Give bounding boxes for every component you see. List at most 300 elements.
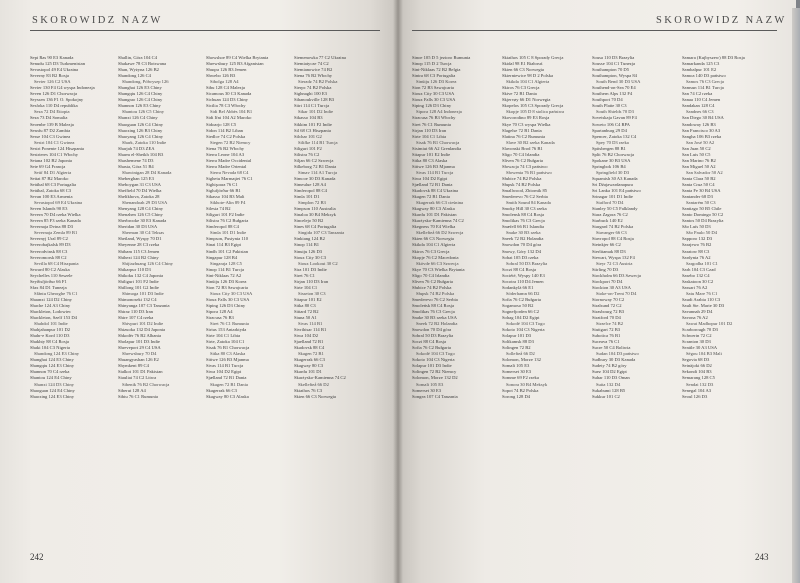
index-entry: Sinop 114 B1	[294, 242, 320, 248]
index-entry: Seychelles 110 Seszele	[30, 272, 73, 278]
index-entry: Sri Dźajawardanapura	[592, 181, 633, 187]
index-entry: Smith Sound 84 Kanada	[506, 200, 551, 206]
index-entry: Sitka 80 C3 Alaska	[210, 351, 246, 357]
index-entry: Spartanburg 29 D4	[592, 127, 627, 133]
index-entry: Sierra Madre Oriental	[206, 163, 247, 169]
index-entry: Słowacja 74 C3 państwo	[502, 163, 548, 169]
index-entry: Shaanxi 124 D2 Chiny	[30, 296, 72, 302]
index-entry: Siena 76 B2 Włochy	[294, 73, 333, 79]
index-entry: Sudety 74 B2 góry	[592, 363, 627, 369]
index-entry: Sicilia 78 C3 Włochy	[206, 103, 246, 109]
index-entry: Silistra 76 C2 Bułgaria	[206, 218, 249, 224]
index-entry: Sevier 130 F4 G4 wyspa Indonezja	[30, 85, 95, 91]
index-entry: Severn 70 D4 rzeka Wielka	[30, 212, 81, 218]
index-entry: Somerset 30 E3	[412, 387, 442, 393]
index-entry: Skovorodino 89 E3 Rosja	[502, 115, 550, 121]
index-entry: Sarh 104 C3 Czad	[682, 266, 716, 272]
index-entry: Shiraz 110 D3 Iran	[118, 308, 153, 314]
index-entry: Skagerrak 66 C3	[294, 357, 325, 363]
index-entry: Sherman 30 C4 Teksas	[122, 230, 165, 236]
index-entry: Shanxi 124 D3 Chiny	[34, 381, 74, 387]
index-entry: Samarkanda 125 C3	[682, 61, 720, 67]
page-edge	[792, 8, 800, 583]
index-entry: Słubice 74 B2 Polska	[502, 175, 542, 181]
index-entry: Sisimiut 66 A2 Grenlandia	[412, 145, 462, 151]
index-entry: Shaoguan 126 C4 Chiny	[118, 121, 164, 127]
index-entry: Skövde 66 C3 Szwecja	[416, 260, 459, 266]
index-entry: Samara (Kujbyszew) 88 D3 Rosja	[682, 55, 745, 60]
index-entry: Shawinigan 28 D4 Kanada	[122, 169, 172, 175]
index-entry: Southampton, Wyspa 84	[592, 73, 637, 79]
index-entry: Soczi 88 C4 Rosja	[412, 339, 447, 345]
index-entry: Siracusa 76 B3 Włochy	[412, 115, 456, 121]
index-entry: Słupsk 74 B2 Polska	[416, 290, 455, 296]
index-entry: Solapur 101 D3	[502, 333, 532, 339]
left-page-number: 242	[30, 552, 44, 562]
index-entry: Sibu 128 C4 Malezja	[206, 85, 245, 91]
index-entry: Senegal 104 A3	[682, 387, 712, 393]
index-entry: Savona 76 A2	[682, 315, 708, 321]
index-entry: Skagen 72 B1	[298, 351, 324, 357]
index-entry: Skive 72 B1 Dania	[502, 91, 537, 97]
index-entry: Sivas 114 B1 Turcja	[206, 363, 244, 369]
index-entry: Shaoguan 124 E4 Chiny	[30, 387, 75, 393]
index-entry: Sikkim 101 F2 Indie	[294, 121, 332, 127]
index-entry: Shenzhen 126 C5 Chiny	[118, 212, 163, 218]
index-entry: Siret 76 C1	[294, 272, 315, 278]
index-entry: San Francisco 30 A3	[682, 127, 721, 133]
index-entry: South Shields 70 D3	[596, 109, 634, 115]
index-entry: Sete 69 G4 Francja	[30, 163, 66, 169]
index-entry: Snowdon 70 D4 góra	[502, 242, 542, 248]
index-entry: Solapur 101 D3 Indie	[412, 363, 452, 369]
index-entry: Sincelejo 50 B2	[294, 218, 324, 224]
index-entry: Siemiatycze 74 C2	[294, 61, 329, 67]
right-page-number: 243	[755, 552, 769, 562]
index-entry: Sighetu Marmaţiei 76 C1	[206, 175, 253, 181]
index-entry: Spencer, Zatoka 132 C4	[592, 133, 637, 139]
index-entry: Shuqra 126 B3 Jemen	[206, 67, 247, 73]
index-entry: Slagelse 72 B1 Dania	[502, 127, 542, 133]
index-entry: Santa Clara 50 B2	[682, 175, 716, 181]
index-entry: Sioux Lookout 30 C2	[298, 260, 338, 266]
index-entry: Sevastopol 69 E4 Ukraina	[34, 200, 83, 206]
index-entry: Skardu 101 D1	[294, 369, 322, 375]
index-entry: Samsun 114 B1 Turcja	[682, 85, 724, 91]
index-entry: Société, Wyspy 140 E3	[502, 272, 545, 278]
index-entry: Seyðisfjörður 66 F1	[30, 278, 67, 284]
index-entry: Scranton 30 D3	[682, 339, 711, 345]
index-entry: Shark, Zatoka 110 Indie	[122, 139, 167, 145]
index-entry: Sitapur 101 E2 Indie	[412, 151, 451, 157]
index-entry: Sinop 115 D 2 Turcja	[412, 61, 452, 67]
index-entry: Slatina 76 C2 Rumunia	[502, 133, 546, 139]
index-entry: Sargodha 101 C1	[686, 260, 718, 266]
index-entry: Santa Fe 30 B4 USA	[682, 188, 721, 194]
index-entry: San Marino 76 B2	[682, 157, 716, 163]
index-entry: Sil 68 C3 Hiszpania	[294, 127, 331, 133]
index-entry: Southend-on-Sea 70 E4	[592, 85, 636, 91]
index-entry: Sevan 100 E3 Armenia	[30, 194, 73, 200]
index-entry: Sichuan 124 D3 Chiny	[206, 97, 248, 103]
index-entry: Shanghai 126 E3 Chiny	[118, 85, 162, 91]
right-page	[398, 0, 796, 583]
index-entry: Siret 76 C1 Rumunia	[412, 121, 451, 127]
index-entry: Singapur 128 B4	[206, 254, 238, 260]
index-entry: Samoa 140 D3 państwo	[682, 73, 726, 79]
index-entry: Shakhty 88 C4 Rosja	[30, 339, 69, 345]
index-entry: Stralsund 72 C2	[592, 302, 622, 308]
index-entry: Siliguri 101 F2 Indie	[206, 212, 245, 218]
index-entry: Sheffield 70 D4 Wielka	[118, 188, 162, 194]
index-entry: Slave 30 B2 rzeka Kanada	[506, 139, 555, 145]
index-entry: Sihanoukville 128 B3	[294, 97, 335, 103]
index-entry: Singaraja 128 C5	[210, 260, 242, 266]
index-entry: Sines 68 C4 Portugalia	[294, 224, 337, 230]
index-entry: Setif 84 D1 Algieria	[34, 169, 72, 175]
index-entry: Sidon 114 B2 Liban	[206, 127, 243, 133]
index-entry: South Platte 30 C3	[592, 103, 627, 109]
index-entry: Shangqiu 124 E3 Chiny	[30, 363, 75, 369]
index-entry: Skiathos 105 C 8 Sporady Grecja	[502, 55, 564, 60]
index-entry: Stara Zagora 76 C2	[592, 212, 628, 218]
index-entry: Sharjah 74 D3 ZEA	[118, 145, 155, 151]
index-entry: Shelikhova, Zatoka 28	[118, 194, 160, 200]
index-entry: Sinaloa 30 B4 Meksyk	[294, 212, 336, 218]
index-entry: Sipora 128 A4 Indonezja	[416, 109, 462, 115]
index-entry: Sestrieres 104 C1 Włochy	[30, 151, 79, 157]
index-entry: Seattle 30 A3 USA	[682, 345, 718, 351]
index-entry: Sivas 114 B1 Turcja	[416, 169, 454, 175]
index-entry: Shivpuri 101 D2 Indie	[122, 321, 164, 327]
index-entry: Sirius 153 Antarktyda	[206, 327, 247, 333]
index-entry: Stavanger 66 C3	[596, 230, 627, 236]
index-entry: Skidal 98 E1 Białoruś	[502, 61, 543, 67]
index-entry: Sawai Madhopur 101 D2	[686, 321, 733, 327]
index-entry: Sitapur 101 E2	[294, 296, 322, 302]
index-entry: Sinop 114 B1 Turcja	[206, 266, 244, 272]
index-entry: Setúbal 68 C3 Portugalia	[30, 181, 77, 187]
index-entry: Somerset 30 E3	[502, 369, 532, 375]
index-entry: Severn 85 F3 rzeka Kanada	[30, 218, 81, 224]
index-entry: Siberut 128 A4	[118, 387, 146, 393]
index-entry: Sheyenne 28 C3 rzeka	[118, 242, 160, 248]
index-entry: Songea 107 C4 Tanzania	[412, 393, 458, 399]
index-entry: Sjælland 72 B1 Dania	[206, 375, 247, 381]
index-entry: Seyssen 136 F1 O. Spokojny	[30, 97, 84, 103]
index-entry: Skegness 70 E4 Wielka	[412, 224, 456, 230]
index-entry: Seven 126 D1 Chorwacja	[30, 91, 78, 97]
index-entry: Shymkent 89 C4	[118, 363, 149, 369]
index-entry: Severny 83 B2 Rosja	[30, 73, 69, 79]
index-entry: Sirte, Zatoka 104 C1	[206, 339, 245, 345]
index-entry: Smolikas 76 C3 Grecja	[502, 218, 545, 224]
index-entry: Skagen 72 B1 Dania	[412, 194, 450, 200]
index-entry: Sheboygan 31 C3 USA	[118, 181, 162, 187]
index-entry: Snowy, Góry 132 D4	[502, 248, 542, 254]
index-entry: San José 50 A2	[686, 139, 715, 145]
index-entry: Smoleńsk 88 C4 Rosja	[412, 302, 454, 308]
index-entry: Sinoe 105 D 5 jezioro Rumunia	[412, 55, 471, 60]
index-entry: Sitka 80 C3	[294, 302, 316, 308]
index-entry: Shangrao 126 C4 Chiny	[118, 97, 163, 103]
index-entry: Skagerrak 66 C3 cieśnina	[416, 200, 464, 206]
index-entry: Siping 126 D3 Chiny	[412, 103, 452, 109]
index-entry: Savannah 29 D4	[682, 308, 713, 314]
index-entry: Snæfell 66 B1 Islandia	[502, 224, 544, 230]
index-entry: Shibam 115 C3 Jemen	[118, 248, 160, 254]
right-index-column-4	[682, 55, 760, 400]
index-entry: Sokodé 104 C3 Togo	[416, 351, 455, 357]
index-entry: Sjælland 72 B1 Dania	[412, 181, 453, 187]
index-entry: Segovia 68 D3	[682, 357, 710, 363]
index-entry: Santos 50 D4 Brazylia	[682, 218, 724, 224]
index-entry: Skikda 104 C1 Algieria	[506, 79, 550, 85]
index-entry: Shannon 126 E3 Chiny	[118, 103, 161, 109]
index-entry: Shire 107 C4 rzeka	[118, 315, 154, 321]
index-entry: Skiros 76 C3 Grecja	[412, 248, 450, 254]
index-entry: Sierra Leone 104 A3	[206, 151, 245, 157]
index-entry: Sollefteå 66 D2	[506, 351, 535, 357]
index-entry: Sestri Ponente 124 Hiszpania	[30, 145, 84, 151]
index-entry: Siemianowice 74 B2	[294, 67, 333, 73]
index-entry: Skarżysko-Kamienna 74 C2	[294, 375, 346, 381]
index-entry: Sekondi 104 B3	[682, 369, 712, 375]
index-entry: Stewart, Wyspa 132 F4	[592, 254, 635, 260]
index-entry: Saskatoon 30 C2	[682, 278, 714, 284]
index-entry: Skagerrak 66 C3	[206, 387, 237, 393]
index-entry: Sirte 104 C1 Libia	[412, 133, 447, 139]
index-entry: Siegen 72 B2 Niemcy	[210, 139, 251, 145]
index-entry: Shahdol 101 Indie	[34, 321, 68, 327]
index-entry: Siwa 104 D2	[294, 333, 318, 339]
index-entry: Showshoe 89 C4 Wielka Brytania	[206, 55, 269, 60]
index-entry: Stockton 30 A3 USA	[592, 284, 631, 290]
index-entry: Sheberghan 125 E3	[118, 175, 154, 181]
index-entry: Sokoto 104 C3 Nigeria	[412, 357, 455, 363]
index-entry: Sighişoara 76 C1	[206, 181, 238, 187]
index-entry: Siena 76 B2 Włochy	[206, 145, 245, 151]
index-entry: Sandoway 126 B3	[682, 121, 716, 127]
index-entry: Sligo 70 C4 Irlandia	[502, 151, 540, 157]
index-entry: Singida 107 C3 Tanzania	[298, 230, 345, 236]
index-entry: Sandakan 128 C4	[682, 103, 715, 109]
index-entry: Słowenia 76 B1 państwo	[506, 169, 552, 175]
index-entry: Siret 76 C1 Rumunia	[210, 321, 249, 327]
index-entry: Shimonoseki 132 C4	[118, 296, 157, 302]
index-entry: Sirjan 110 D3 Iran	[412, 127, 447, 133]
index-entry: Stafford 70 D4	[596, 200, 624, 206]
index-entry: Simferopol 88 C4	[206, 224, 239, 230]
left-page	[0, 0, 398, 583]
index-entry: Sierra Madre Occidental	[206, 157, 252, 163]
index-entry: Sudbury 30 D3 Kanada	[592, 357, 636, 363]
index-entry: Sint-Niklaas 72 A2	[206, 272, 242, 278]
index-entry: Skjervøy 66 D1 Norwegia	[502, 97, 551, 103]
index-entry: Shandong, Półwysep 126	[122, 79, 169, 85]
index-entry: Skopelos 105 C3 Sporady Grecja	[502, 103, 564, 109]
index-entry: Sault Ste. Marie 30 D3	[682, 302, 725, 308]
index-entry: Simcoe 30 D3 Kanada	[294, 175, 336, 181]
index-entry: Sisseton 30 C3	[298, 290, 326, 296]
index-entry: Stirling 70 D3	[592, 266, 619, 272]
index-entry: Simla 101 D1 Indie	[210, 230, 247, 236]
index-entry: Sofia 76 C2 Bułgaria	[412, 345, 451, 351]
index-entry: Sidi Bel Abbès 104 B1	[210, 109, 253, 115]
index-entry: San Juan 50 C2	[682, 145, 711, 151]
index-entry: Sherbrooke 30 E3 Kanada	[118, 218, 167, 224]
index-entry: Shaoxing 126 B3 Chiny	[118, 127, 163, 133]
index-entry: Shkodër 76 B2 Albania	[118, 333, 161, 339]
index-entry: Sliven 76 C2 Bułgaria	[502, 157, 543, 163]
right-index-column-1	[412, 55, 490, 400]
index-entry: Skadovsk 88 C4	[294, 345, 325, 351]
index-entry: Skellefteå 66 D2	[298, 381, 329, 387]
index-entry: Skagway 80 C3 Alaska	[206, 393, 249, 399]
left-index-column-2	[118, 55, 196, 400]
index-entry: Sfax 84 D1 Tunezja	[30, 284, 67, 290]
index-entry: San Luis 50 C5	[682, 151, 711, 157]
index-entry: Shan, Wyżyna 126 B2	[118, 67, 159, 73]
index-entry: Sesse 104 C3 Gwinea	[30, 133, 71, 139]
index-entry: Smederevo 76 C2 Serbia	[412, 296, 458, 302]
index-entry: Sikhote-Alin 89 F4	[210, 200, 246, 206]
index-entry: Stanley 50 C5 Falklandy	[592, 206, 638, 212]
index-entry: Siedlce 74 C2 Polska	[206, 133, 246, 139]
index-entry: Shrewsbury 125 B3 Afganistan	[206, 61, 264, 67]
index-entry: Shikoku 132 C4 Japonia	[118, 272, 164, 278]
index-entry: Shasta, Góra 51 B4	[118, 163, 154, 169]
index-entry: Shenandoah 29 D3 USA	[122, 200, 168, 206]
index-entry: Sukabumi 128 B5	[592, 387, 626, 393]
index-entry: Skiathos 76 C3	[294, 387, 323, 393]
index-entry: Sittwe 126 B3 Mjanma	[412, 163, 455, 169]
index-entry: Sognefjorden 66 C2	[502, 308, 540, 314]
index-entry: Seoul 126 D3	[682, 393, 708, 399]
index-entry: Sirte 104 C1 Libia	[206, 333, 241, 339]
index-entry: Starbuck 140 E2	[592, 218, 623, 224]
index-entry: Simla 101 D1	[294, 194, 320, 200]
index-entry: Sint-Niklaas 72 B2 Belgia	[412, 67, 461, 73]
index-entry: Semarang 128 C5	[682, 375, 715, 381]
index-entry: Sipora 128 A4	[206, 308, 233, 314]
index-entry: Split 76 B2 Chorwacja	[592, 151, 634, 157]
index-entry: Siliguri 101 F2	[294, 145, 322, 151]
index-entry: Simpson 110 Australia	[294, 206, 336, 212]
index-entry: Siwa 104 D2 Egipt	[206, 369, 242, 375]
index-entry: Sardynia 76 A2	[682, 254, 711, 260]
index-entry: Ségou 104 B3 Mali	[686, 351, 722, 357]
index-entry: Sion 72 B3 Szwajcaria	[412, 85, 454, 91]
index-entry: Suhar 110 D3 Oman	[592, 375, 630, 381]
index-entry: Severodvinsk 88 C3	[30, 248, 68, 254]
index-entry: Seoenbe 139 B Malezja	[30, 121, 74, 127]
index-entry: Spokane 30 B3 USA	[592, 157, 631, 163]
index-entry: Smoky Hill 30 C3 rzeka	[502, 206, 547, 212]
index-entry: Sioux City 30 C3 USA	[412, 91, 455, 97]
index-entry: Sendai 132 D3	[686, 381, 714, 387]
index-entry: Sivas 114 B1	[298, 321, 323, 327]
index-entry: Stuttgart 72 B3	[592, 327, 621, 333]
index-entry: Sokoto 104 C3 Nigeria	[502, 327, 545, 333]
index-entry: Samos 76 C3 Grecja	[686, 79, 724, 85]
index-entry: Seward 80 C2 Alaska	[30, 266, 70, 272]
index-entry: Severomorsk 88 C2	[30, 254, 67, 260]
index-entry: Simav 114 A1 Turcja	[298, 169, 338, 175]
index-entry: Solikamsk 88 D3	[502, 339, 534, 345]
index-entry: Sidi Ifni 104 A2 Maroko	[206, 115, 252, 121]
index-entry: Sibolga 128 A4	[210, 79, 239, 85]
index-entry: Siuna 50 A1	[294, 315, 317, 321]
index-entry: Sneek 72 B2 Holandia	[416, 321, 458, 327]
index-entry: Sovetskaja Gavan 89 F4	[592, 115, 637, 121]
index-entry: Scarborough 70 D3	[682, 327, 718, 333]
index-entry: Sintra 68 C3 Portugalia	[412, 73, 456, 79]
index-entry: Sibenik 76 B2 Chorwacja	[122, 381, 170, 387]
index-entry: South Bend 30 D3 USA	[596, 79, 641, 85]
index-entry: Shimoga 101 D3 Indie	[122, 290, 164, 296]
index-entry: Sligo 70 C4 Irlandia	[412, 272, 450, 278]
index-entry: Sikar 101 D2 Indie	[298, 109, 334, 115]
index-entry: Sinuiju 126 D3	[294, 248, 323, 254]
index-entry: Santander 68 D3	[682, 194, 713, 200]
index-entry: Shanxi 126 C4 Chiny	[118, 115, 158, 121]
index-entry: Skien 66 C3 Norwegia	[502, 67, 544, 73]
index-entry: Shache 124 A3 Chiny	[30, 302, 71, 308]
index-entry: Sarajewo 76 B2	[682, 242, 712, 248]
index-entry: Stockholm 66 D3 Szwecja	[592, 272, 641, 278]
index-entry: Severobajkalsk 89 D3	[30, 242, 71, 248]
index-entry: Severnaja Zemla 89 B1	[34, 230, 78, 236]
index-entry: Springfield 30 D3	[596, 169, 630, 175]
index-entry: Skagen 72 B1 Dania	[210, 381, 248, 387]
index-entry: Snake 30 B3 rzeka USA	[412, 315, 457, 321]
index-entry: Sesfoka 110 D4 republika	[30, 103, 78, 109]
index-entry: Subotica 76 B1	[592, 333, 621, 339]
index-entry: Sion 72 B3 Szwajcaria	[206, 284, 248, 290]
index-entry: Slavonski Brod 76 B1	[502, 145, 543, 151]
index-entry: Sepi Ras 90 E3 Kanada	[30, 55, 74, 60]
index-entry: Shaoyang 126 C4 Chiny	[118, 133, 164, 139]
index-entry: Sobral 50 D3 Brazylia	[506, 260, 548, 266]
right-page-header: SKOROWIDZ NAZW	[656, 15, 787, 26]
index-entry: Squamish 30 A3 Kanada	[592, 175, 638, 181]
index-entry: Solingen 72 B2	[502, 345, 531, 351]
index-entry: Słubice 74 B2 Polska	[412, 284, 452, 290]
index-entry: Smederevo 76 C2 Serbia	[502, 194, 548, 200]
index-entry: Somali 105 E3	[502, 363, 530, 369]
index-entry: Sterlitamak 88 D3	[592, 248, 626, 254]
index-entry: Skiros 76 C3 Grecja	[502, 85, 540, 91]
index-entry: Smallwood, Zbiornik 85	[502, 188, 548, 194]
index-entry: Skardu 101 D1 Pakistan	[412, 212, 457, 218]
index-entry: Skagway 80 C3	[294, 363, 324, 369]
index-entry: Sangha 106 B3 rzeka	[682, 133, 722, 139]
index-entry: Setana 102 B2 Japonia	[30, 157, 72, 163]
index-entry: Santo Domingo 50 C2	[682, 212, 724, 218]
index-entry: Silesia 74 B2	[206, 206, 231, 212]
index-entry: Sevilla 68 C4 Hiszpania	[34, 260, 79, 266]
index-entry: Skopje 76 C2 Macedonia	[412, 254, 459, 260]
index-entry: Shantou 124 E4 Chiny	[30, 375, 72, 381]
index-entry: Sholapur 101 D3 Indie	[118, 339, 160, 345]
index-entry: Sfântu Gheorghe 76 C1	[34, 290, 78, 296]
index-entry: Sioux City 30 C3 USA	[210, 290, 253, 296]
index-entry: Southern Alps 132 F4	[592, 91, 633, 97]
index-entry: Socotra 110 D4 Jemen	[502, 278, 544, 284]
index-entry: Santa Cruz 50 C4	[682, 181, 715, 187]
index-entry: Solomon, Morze 132 D2	[412, 375, 458, 381]
